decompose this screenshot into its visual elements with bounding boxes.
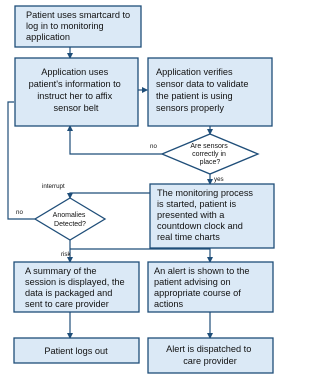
arrow-interrupt — [70, 193, 150, 198]
svg-text:The monitoring process i: The monitoring process is started, patient is presented with a countdown clock and real time charts — [157, 188, 254, 242]
box-affix — [15, 58, 138, 126]
decision-sensors — [162, 134, 258, 174]
box-alert — [148, 262, 273, 312]
decision-anomalies — [35, 198, 105, 240]
svg-text:Application verifies sen: Application verifies sensor data to validate the patient is using sensors properly — [156, 67, 249, 113]
svg-text:Are sensors correctly in: Are sensors correctly in place? — [190, 143, 228, 166]
svg-text:Patient logs out: Patient logs out — [44, 346, 108, 356]
arrow-sensors-no-to-affix — [70, 126, 162, 154]
arrow-risk-to-alert — [70, 249, 210, 262]
box-monitoring — [150, 184, 274, 248]
label-no-anomalies: no — [16, 209, 23, 216]
svg-text:An alert is shown to the: An alert is shown to the patient advising on appropriate course of actions — [154, 266, 250, 309]
svg-text:Anomalies Detected?: Anomalies Detected? — [52, 212, 86, 228]
label-yes-sensors: yes — [214, 176, 224, 183]
svg-text:Patient uses smartcard to: Patient uses smartcard to log in to monitoring application — [26, 10, 131, 42]
box-verify — [148, 58, 272, 126]
label-no-sensors: no — [150, 143, 157, 150]
svg-text:Application uses patient: Application uses patient's information to instruct her to affix sensor belt — [28, 67, 121, 113]
box-dispatch — [148, 338, 273, 373]
svg-text:A summary of the session: A summary of the session is displayed, the data is packaged and sent to care provider — [25, 266, 125, 309]
label-risk: risk — [61, 251, 71, 258]
box-logout — [14, 338, 139, 363]
svg-text:Alert is dispatched to c: Alert is dispatched to care provider — [166, 344, 252, 366]
box-summary — [14, 262, 139, 312]
box-smartcard — [15, 6, 141, 47]
label-interrupt: interrupt — [42, 183, 65, 190]
